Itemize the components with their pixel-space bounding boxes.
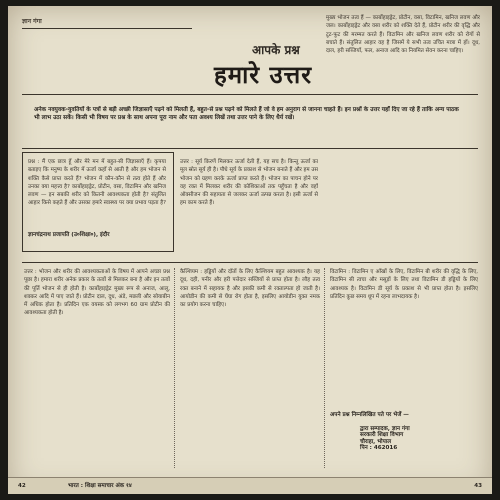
mid-rule bbox=[22, 262, 478, 263]
page-number-left: 42 bbox=[18, 483, 26, 489]
lower-column-left: उत्तर : भोजन और शरीर की आवश्यकताओं के विषय में आपने अच्छा प्रश्न पूछा है। हमारा शरीर अनेक प्रकार के तत्वों से मिलकर बना है और इन तत्वों की पूर्ति भोजन से ही होती है। कार्बोहाइड्रेट मुख्य रूप से अनाज, आलू, शक्कर आदि में पाए जाते हैं। प्रोटीन दाल, दूध, अंडे, मछली और सोयाबीन में अधिक होता है। प्रतिदिन एक वयस्क को लगभग 60 ग्राम प्रोटीन की आवश्यकता होती है। bbox=[24, 269, 170, 317]
page-title: हमारे उत्तर bbox=[214, 61, 313, 89]
submission-note: अपने प्रश्न निम्नलिखित पते पर भेजें — bbox=[330, 412, 409, 418]
address-block bbox=[360, 426, 478, 452]
letter-signature: ज्ञानचंद्रनाथ प्रजापति (उ०शिक्षा०), इंदौर bbox=[28, 232, 110, 238]
question-column: प्रश्न : मैं एक छात्र हूँ और मेरे मन में बहुत-सी जिज्ञासाएँ हैं। कृपया बताइए कि मनुष्य के शरीर में ऊर्जा कहाँ से आती है और हम भोजन से शक्ति कैसे प्राप्त करते हैं? भोजन में कौन-कौन से तत्व होते हैं और उनका क्या महत्त्व है? कार्बोहाइड्रेट, प्रोटीन, वसा, विटामिन और खनिज लवण — इन सबकी शरीर को कितनी आवश्यकता होती है? संतुलित आहार किसे कहते हैं और उसका हमारे स्वास्थ्य पर क्या प्रभाव पड़ता है? bbox=[28, 159, 166, 207]
address-line: चौराहा, भोपाल bbox=[360, 438, 392, 445]
lower-column-middle: कैल्शियम : हड्डियों और दाँतों के लिए कैल्शियम बहुत आवश्यक है। यह दूध, दही, पनीर और हरी पत्तेदार सब्जियों से प्राप्त होता है। लौह तत्व रक्त बनाने में सहायक है और इसकी कमी से रक्ताल्पता हो जाती है। आयोडीन की कमी से घेंघा रोग होता है, इसलिए आयोडीन युक्त नमक का प्रयोग करना चाहिए। bbox=[180, 269, 320, 309]
column-divider-2 bbox=[324, 268, 326, 468]
footer-publication: भारत : शिक्षा समाचार अंक १४ bbox=[68, 483, 132, 489]
page-number-right: 43 bbox=[474, 483, 482, 489]
header-rule bbox=[22, 28, 192, 29]
page-kicker: आपके प्रश्न bbox=[252, 43, 300, 57]
page-footer bbox=[8, 477, 492, 494]
intro-text: अनेक नवयुवक-युवतियों के पत्रों से बड़ी अच्छी जिज्ञासाएँ पढ़ने को मिलती हैं, बहुत-से प्रश्न पढ़ने को मिलते हैं जो वे हम अनुराग से जानना चाहते हैं। इन प्रश्नों के उत्तर यहाँ दिए जा रहे हैं ताकि अन्य पाठक भी लाभ उठा सकें। किसी भी विषय पर प्रश्न के साथ अपना पूरा नाम और पता अवश्य लिखें तथा उत्तर पाने के लिए धैर्य रखें। bbox=[34, 107, 459, 122]
answer-column-middle: उत्तर : सूर्य किरणें मिलकर ऊर्जा देती हैं, यह सच है। किन्तु ऊर्जा का मूल स्रोत सूर्य ही है। पौधे सूर्य के प्रकाश से भोजन बनाते हैं और हम उस भोजन को ग्रहण करके ऊर्जा प्राप्त करते हैं। भोजन का पाचन होने पर वह रक्त में मिलकर शरीर की कोशिकाओं तक पहुँचता है और वहाँ ऑक्सीजन की सहायता से जलकर ऊर्जा उत्पन्न करता है। इसी ऊर्जा से हम काम करते हैं। bbox=[180, 159, 318, 207]
column-divider-1 bbox=[174, 268, 176, 468]
address-line: सरकारी शिक्षा विभाग bbox=[360, 432, 404, 439]
answer-column-right: मुख्य भोजन तत्व हैं — कार्बोहाइड्रेट, प्रोटीन, वसा, विटामिन, खनिज लवण और जल। कार्बोहाइड्रेट और वसा शरीर को शक्ति देते हैं, प्रोटीन शरीर की वृद्धि और टूट-फूट की मरम्मत करते हैं। विटामिन और खनिज लवण शरीर को रोगों से बचाते हैं। संतुलित आहार वह है जिसमें ये सभी तत्व उचित मात्रा में हों। दूध, दाल, हरी सब्जियाँ, फल, अनाज आदि का नियमित सेवन करना चाहिए। bbox=[326, 15, 480, 55]
lower-column-right: विटामिन : विटामिन ए आँखों के लिए, विटामिन बी शरीर की वृद्धि के लिए, विटामिन सी त्वचा और मसूड़ों के लिए तथा विटामिन डी हड्डियों के लिए आवश्यक है। विटामिन डी सूर्य के प्रकाश से भी प्राप्त होता है। इसलिए प्रतिदिन कुछ समय धूप में रहना लाभदायक है। bbox=[330, 269, 478, 300]
address-line: द्वारा सम्पादक, ज्ञान गंगा bbox=[360, 426, 410, 432]
address-line: पिन : 462016 bbox=[360, 445, 398, 452]
magazine-page bbox=[8, 6, 492, 494]
section-label: ज्ञान गंगा bbox=[22, 18, 42, 25]
